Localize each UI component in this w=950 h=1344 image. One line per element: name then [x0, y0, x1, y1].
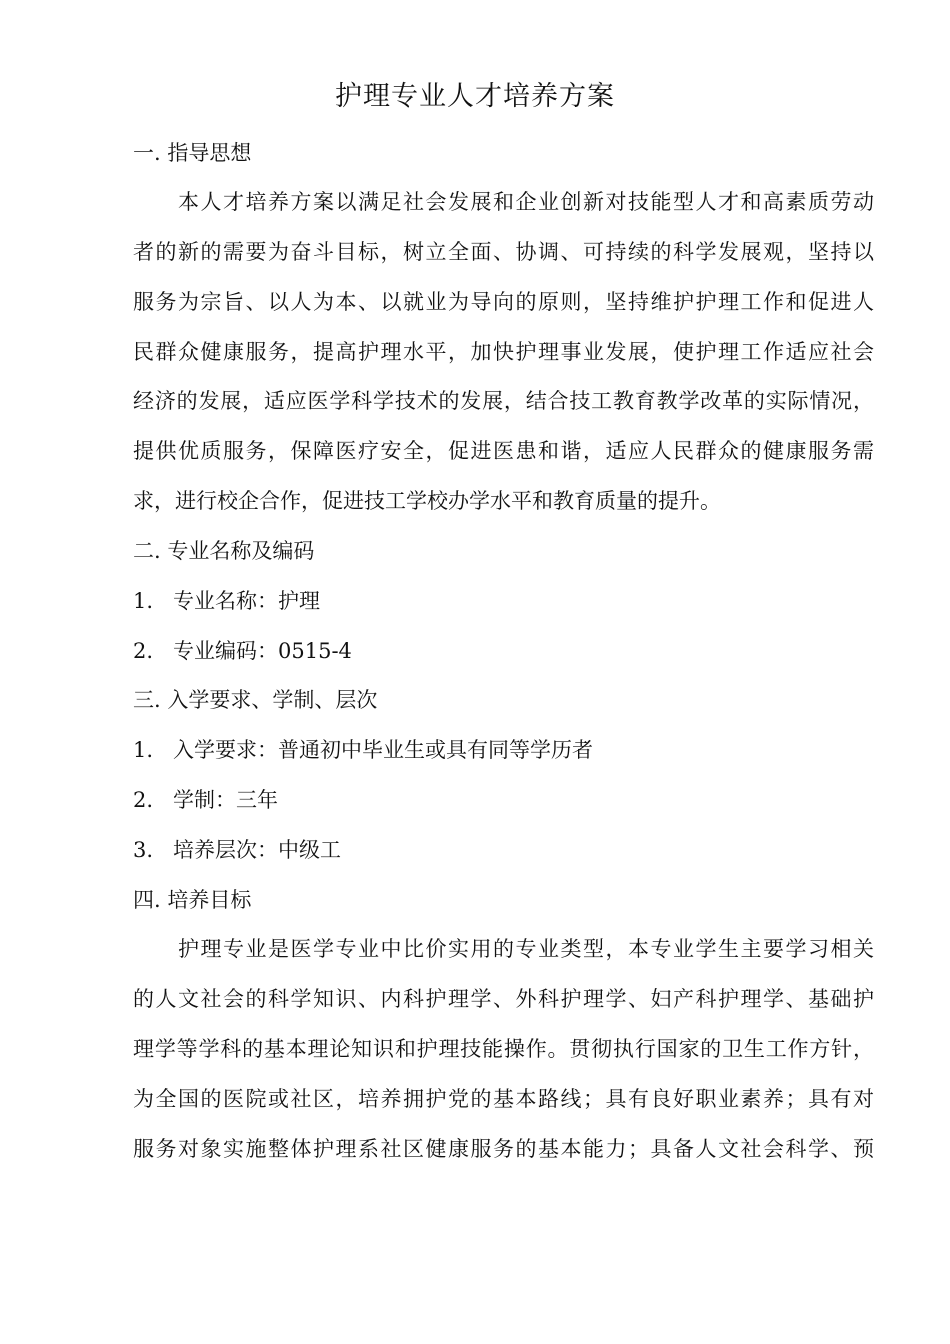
- section-heading-guiding-ideology: 一. 指导思想: [133, 141, 252, 165]
- paragraph-line: 为全国的医院或社区，培养拥护党的基本路线；具有良好职业素养；具有对: [133, 1087, 874, 1111]
- paragraph-line: 服务对象实施整体护理系社区健康服务的基本能力；具备人文社会科学、预: [133, 1137, 874, 1161]
- list-item: [133, 636, 352, 666]
- list-item: [133, 835, 341, 865]
- paragraph-line: 护理专业是医学专业中比价实用的专业类型，本专业学生主要学习相关: [178, 937, 874, 961]
- list-item-text: 学制：三年: [173, 788, 278, 812]
- paragraph-line: 求，进行校企合作，促进技工学校办学水平和教育质量的提升。: [133, 489, 721, 513]
- list-item-number: 1.: [133, 589, 154, 613]
- paragraph-line: 服务为宗旨、以人为本、以就业为导向的原则，坚持维护护理工作和促进人: [133, 290, 874, 314]
- list-item: [133, 785, 278, 815]
- paragraph-line: 的人文社会的科学知识、内科护理学、外科护理学、妇产科护理学、基础护: [133, 987, 874, 1011]
- list-item-text: 专业编码：0515-4: [173, 639, 352, 663]
- paragraph-line: 理学等学科的基本理论知识和护理技能操作。贯彻执行国家的卫生工作方针，: [133, 1037, 874, 1061]
- paragraph-line: 者的新的需要为奋斗目标，树立全面、协调、可持续的科学发展观，坚持以: [133, 240, 874, 264]
- list-item-number: 2.: [133, 788, 154, 812]
- paragraph-line: 民群众健康服务，提高护理水平，加快护理事业发展，使护理工作适应社会: [133, 340, 874, 364]
- list-item: [133, 586, 320, 616]
- list-item: [133, 735, 593, 765]
- section-heading-major-name-code: 二. 专业名称及编码: [133, 539, 315, 563]
- paragraph-line: 提供优质服务，保障医疗安全，促进医患和谐，适应人民群众的健康服务需: [133, 439, 874, 463]
- section-heading-admission-requirements: 三. 入学要求、学制、层次: [133, 688, 378, 712]
- list-item-text: 入学要求：普通初中毕业生或具有同等学历者: [173, 738, 593, 762]
- list-item-text: 培养层次：中级工: [173, 838, 341, 862]
- list-item-number: 3.: [133, 838, 154, 862]
- paragraph-line: 本人才培养方案以满足社会发展和企业创新对技能型人才和高素质劳动: [178, 190, 874, 214]
- list-item-text: 专业名称：护理: [173, 589, 320, 613]
- list-item-number: 2.: [133, 639, 154, 663]
- section-heading-training-objectives: 四. 培养目标: [133, 888, 252, 912]
- list-item-number: 1.: [133, 738, 154, 762]
- paragraph-line: 经济的发展，适应医学科学技术的发展，结合技工教育教学改革的实际情况，: [133, 389, 874, 413]
- document-title: 护理专业人才培养方案: [335, 81, 615, 112]
